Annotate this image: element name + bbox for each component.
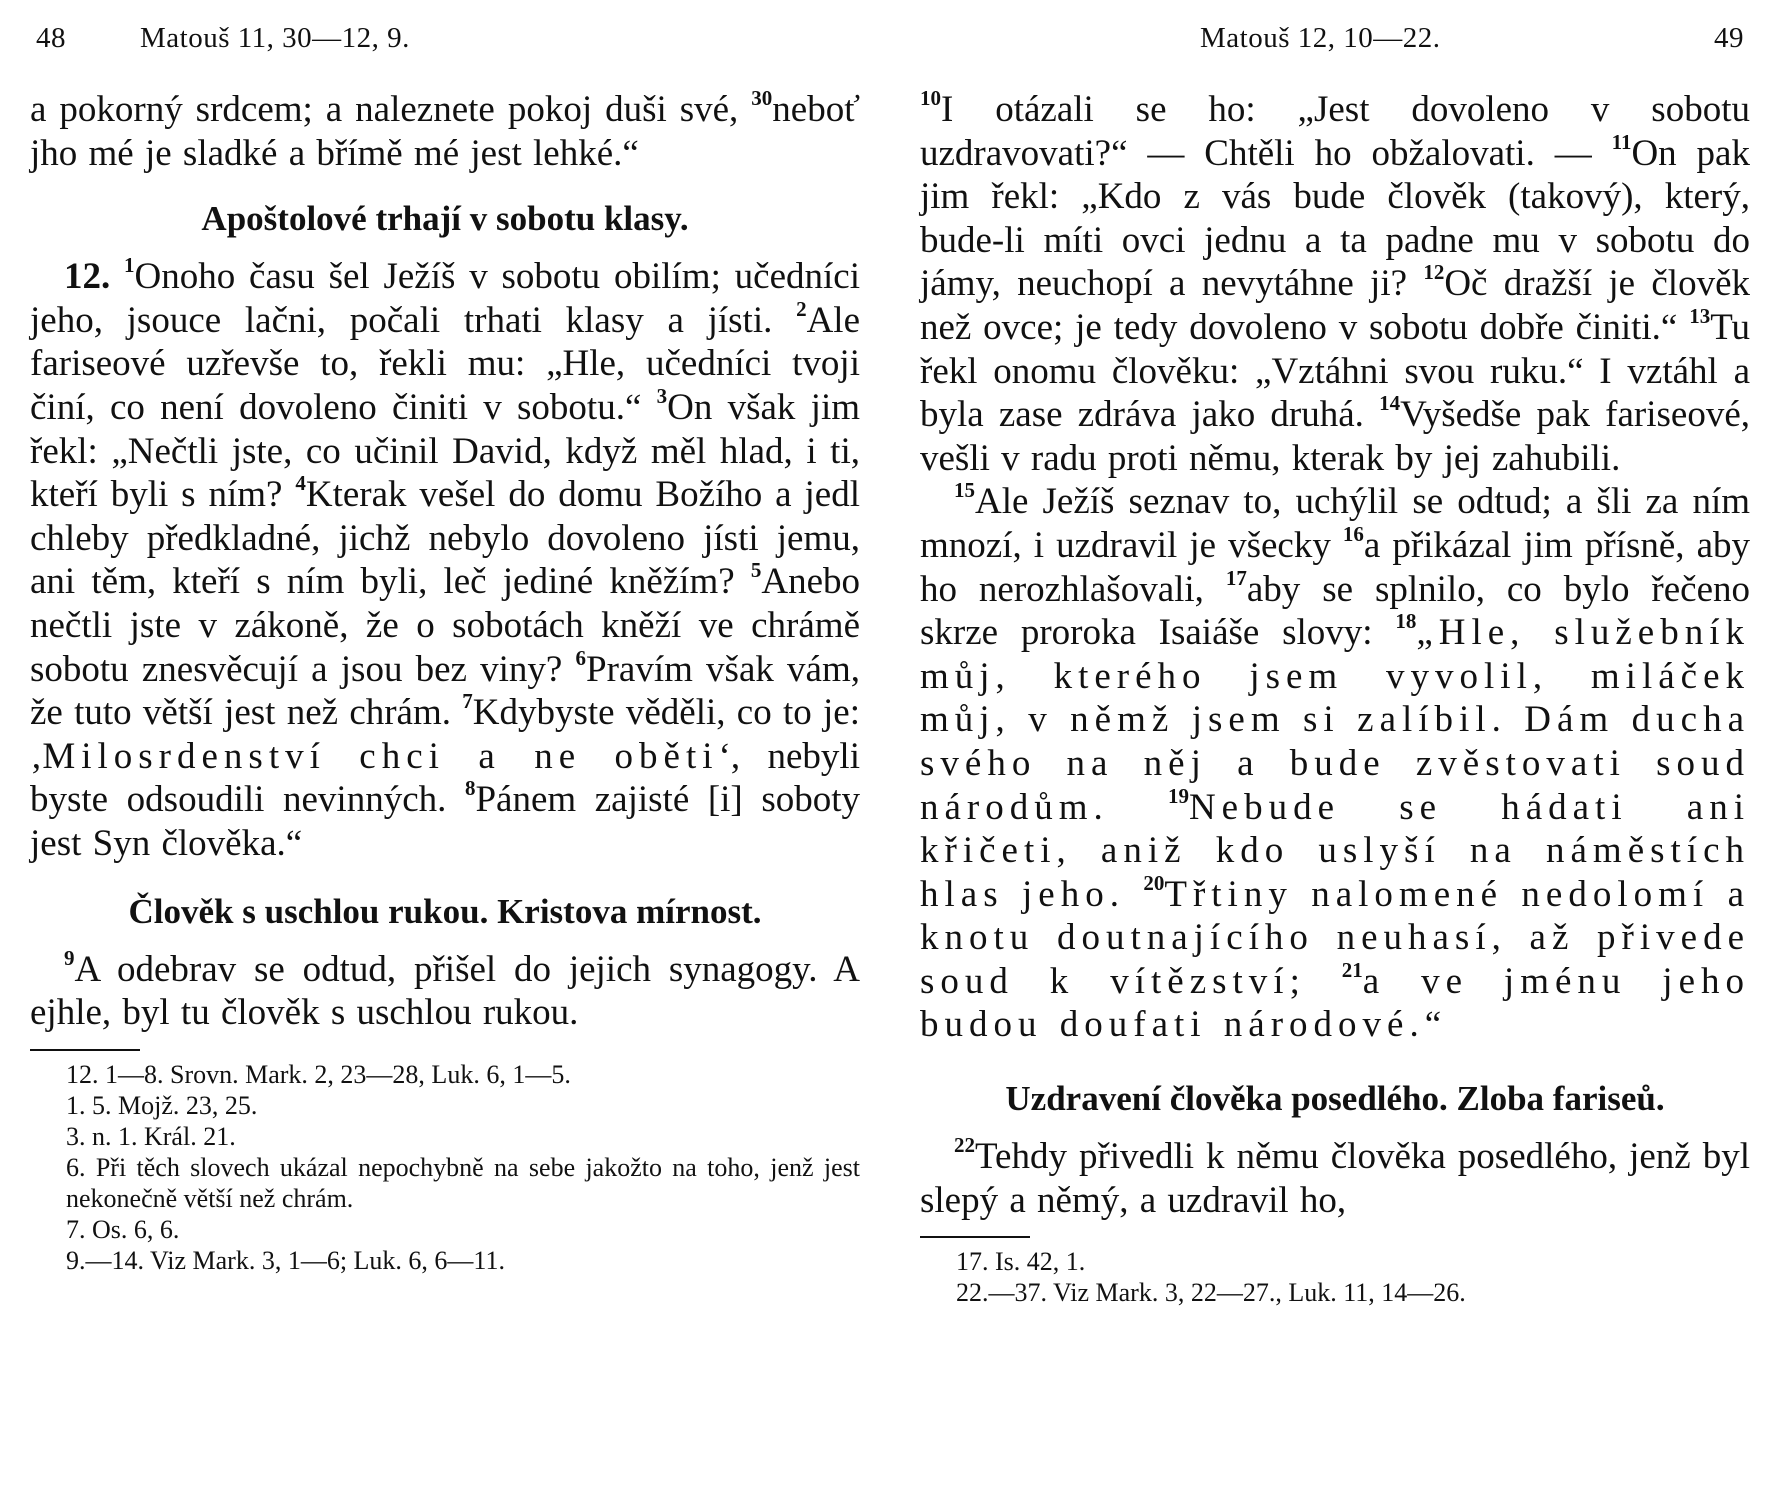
verse-number: 19 — [1167, 783, 1189, 808]
verse-number: 7 — [462, 689, 473, 714]
paragraph-12-1-8 — [30, 255, 860, 865]
footnote: 6. Při těch slovech ukázal nepochybně na sebe jakožto na toho, jenž jest nekonečně větší než chrám. — [66, 1152, 860, 1213]
verse-number: 15 — [954, 478, 975, 503]
verse-number: 5 — [750, 558, 762, 583]
text-run: Onoho času šel Ježíš v sobotu obilím; učedníci jeho, jsouce lačni, počali trhati klasy a jísti. — [30, 256, 860, 341]
verse-number: 6 — [575, 645, 586, 670]
running-head-title-right: Matouš 12, 10—22. — [1200, 22, 1441, 54]
text-run: On pak jim řekl: „Kdo z vás bude člověk (takový), který, bude-li míti ovci jednu a ta padne mu v sobotu do jámy, neuchopí a nevytáhne ji? — [920, 132, 1750, 305]
spaced-quote: Třtiny nalomené nedolomí a knotu doutnajícího neuhasí, až přivede soud k vítězství; — [920, 873, 1750, 1002]
text-run: On však jim řekl: „Nečtli jste, co učinil David, když měl hlad, i ti, kteří byli s ním? — [30, 386, 861, 516]
verse-number: 21 — [1341, 957, 1363, 982]
section-heading-2: Člověk s uschlou rukou. Kristova mírnost. — [128, 891, 762, 931]
footnote-rule-right — [920, 1236, 1030, 1238]
verse-number: 11 — [1611, 129, 1632, 154]
verse-number: 16 — [1342, 521, 1364, 546]
footnote: 9.—14. Viz Mark. 3, 1—6; Luk. 6, 6—11. — [66, 1245, 505, 1275]
verse-number: 2 — [796, 296, 807, 321]
text-run: A odebrav se odtud, přišel do jejich synagogy. A ejhle, byl tu člověk s uschlou rukou. — [30, 948, 860, 1034]
footnote-rule-left — [30, 1049, 140, 1051]
page-number-left: 48 — [36, 22, 66, 54]
text-run: Kterak vešel do domu Božího a jedl chleby předkladné, jichž nebylo dovoleno jísti jemu, ani těm, kteří s ním byli, leč jediné kněžím? — [30, 474, 860, 603]
verse-number: 1 — [124, 253, 135, 278]
text-run: ‘, nebyli byste odsoudili nevinných. — [30, 735, 860, 821]
spaced-quote: „Hle, služebník můj, kterého jsem vyvolil, miláček můj, v němž jsem si zalíbil. Dám ducha svého na něj a bude zvěstovati soud národům. — [920, 612, 1750, 828]
running-head-right — [920, 22, 1750, 62]
footnote: 1. 5. Mojž. 23, 25. — [66, 1090, 258, 1120]
running-head-left — [30, 22, 860, 62]
verse-number: 30 — [751, 86, 773, 110]
section-heading-3: Uzdravení člověka posedlého. Zloba fariseů. — [1005, 1079, 1665, 1119]
verse-number: 14 — [1379, 391, 1401, 416]
verse-number: 17 — [1225, 565, 1247, 590]
text-run: Vyšedše pak fariseové, vešli v radu proti němu, kterak by jej zahubili. — [920, 394, 1750, 479]
text-run: a pokorný srdcem; a naleznete pokoj duši své, — [30, 89, 752, 130]
left-page — [30, 0, 860, 1500]
paragraph-12-9 — [30, 945, 860, 1035]
paragraph-12-15-21 — [920, 480, 1750, 1047]
running-head-title-left: Matouš 11, 30—12, 9. — [140, 22, 410, 54]
footnote: 22.—37. Viz Mark. 3, 22—27., Luk. 11, 14—26. — [956, 1278, 1466, 1308]
verse-number: 13 — [1689, 303, 1711, 328]
footnote: 7. Os. 6, 6. — [66, 1214, 180, 1244]
text-run: Tehdy přivedli k němu člověka posedlého, jenž byl slepý a němý, a uzdravil ho, — [920, 1136, 1750, 1221]
verse-number: 18 — [1395, 609, 1417, 634]
verse-number: 20 — [1143, 870, 1165, 895]
verse-number: 12 — [1423, 260, 1445, 285]
verse-number: 3 — [656, 383, 668, 408]
text-run: a přikázal jim přísně, aby ho nerozhlašovali, — [920, 524, 1750, 610]
footnote: 12. 1—8. Srovn. Mark. 2, 23—28, Luk. 6, 1—5. — [66, 1059, 571, 1089]
paragraph-11-30 — [30, 88, 860, 175]
right-page-body — [920, 88, 1750, 1308]
text-run: Ale fariseové uzřevše to, řekli mu: „Hle, učedníci tvoji činí, co není dovoleno činiti v sobotu.“ — [30, 299, 860, 428]
text-run: Anebo nečtli jste v zákoně, že o sobotách kněží ve chrámě sobotu znesvěcují a jsou bez viny? — [30, 561, 860, 690]
text-run: I otázali se ho: „Jest dovoleno v sobotu uzdravovati?“ — Chtěli ho obžalovati. — — [920, 89, 1750, 174]
text-run: Pravím však vám, že tuto větší jest než chrám. — [30, 648, 860, 734]
chapter-number: 12. — [64, 256, 111, 298]
paragraph-12-22 — [920, 1135, 1750, 1222]
footnote: 3. n. 1. Král. 21. — [66, 1121, 236, 1151]
verse-number: 22 — [954, 1133, 975, 1158]
verse-number: 8 — [464, 776, 476, 801]
text-run: Pánem zajisté [i] soboty jest Syn člověka.“ — [30, 779, 860, 864]
paragraph-12-10-14 — [920, 88, 1750, 480]
text-run: “ — [1424, 1004, 1442, 1046]
verse-number: 9 — [64, 945, 75, 970]
footnote: 17. Is. 42, 1. — [956, 1247, 1086, 1277]
page-number-right: 49 — [1714, 22, 1744, 54]
right-page — [920, 0, 1750, 1500]
text-run: Kdybyste věděli, co to je: ‚ — [30, 692, 860, 777]
spaced-quote: Milosrdenství chci a ne oběti — [42, 735, 719, 777]
verse-number: 10 — [920, 86, 941, 110]
spaced-quote: Nebude se hádati ani křičeti, aniž kdo uslyší na náměstích hlas jeho. — [920, 786, 1750, 915]
text-run: Tu řekl onomu člověku: „Vztáhni svou ruku.“ I vztáhl a byla zase zdráva jako druhá. — [920, 306, 1750, 436]
verse-number: 4 — [295, 471, 306, 496]
text-run: aby se splnilo, co bylo řečeno skrze proroka Isaiáše slovy: — [920, 568, 1751, 654]
left-page-body — [30, 88, 860, 1276]
text-run: Oč dražší je člověk než ovce; je tedy dovoleno v sobotu dobře činiti.“ — [920, 263, 1750, 348]
text-run: neboť jho mé je sladké a břímě mé jest lehké.“ — [30, 89, 860, 174]
text-run: Ale Ježíš seznav to, uchýlil se odtud; a šli za ním mnozí, i uzdravil je všecky — [920, 481, 1750, 566]
section-heading-1: Apoštolové trhají v sobotu klasy. — [201, 199, 689, 239]
spaced-quote: a ve jménu jeho budou doufati národové. — [920, 960, 1751, 1046]
